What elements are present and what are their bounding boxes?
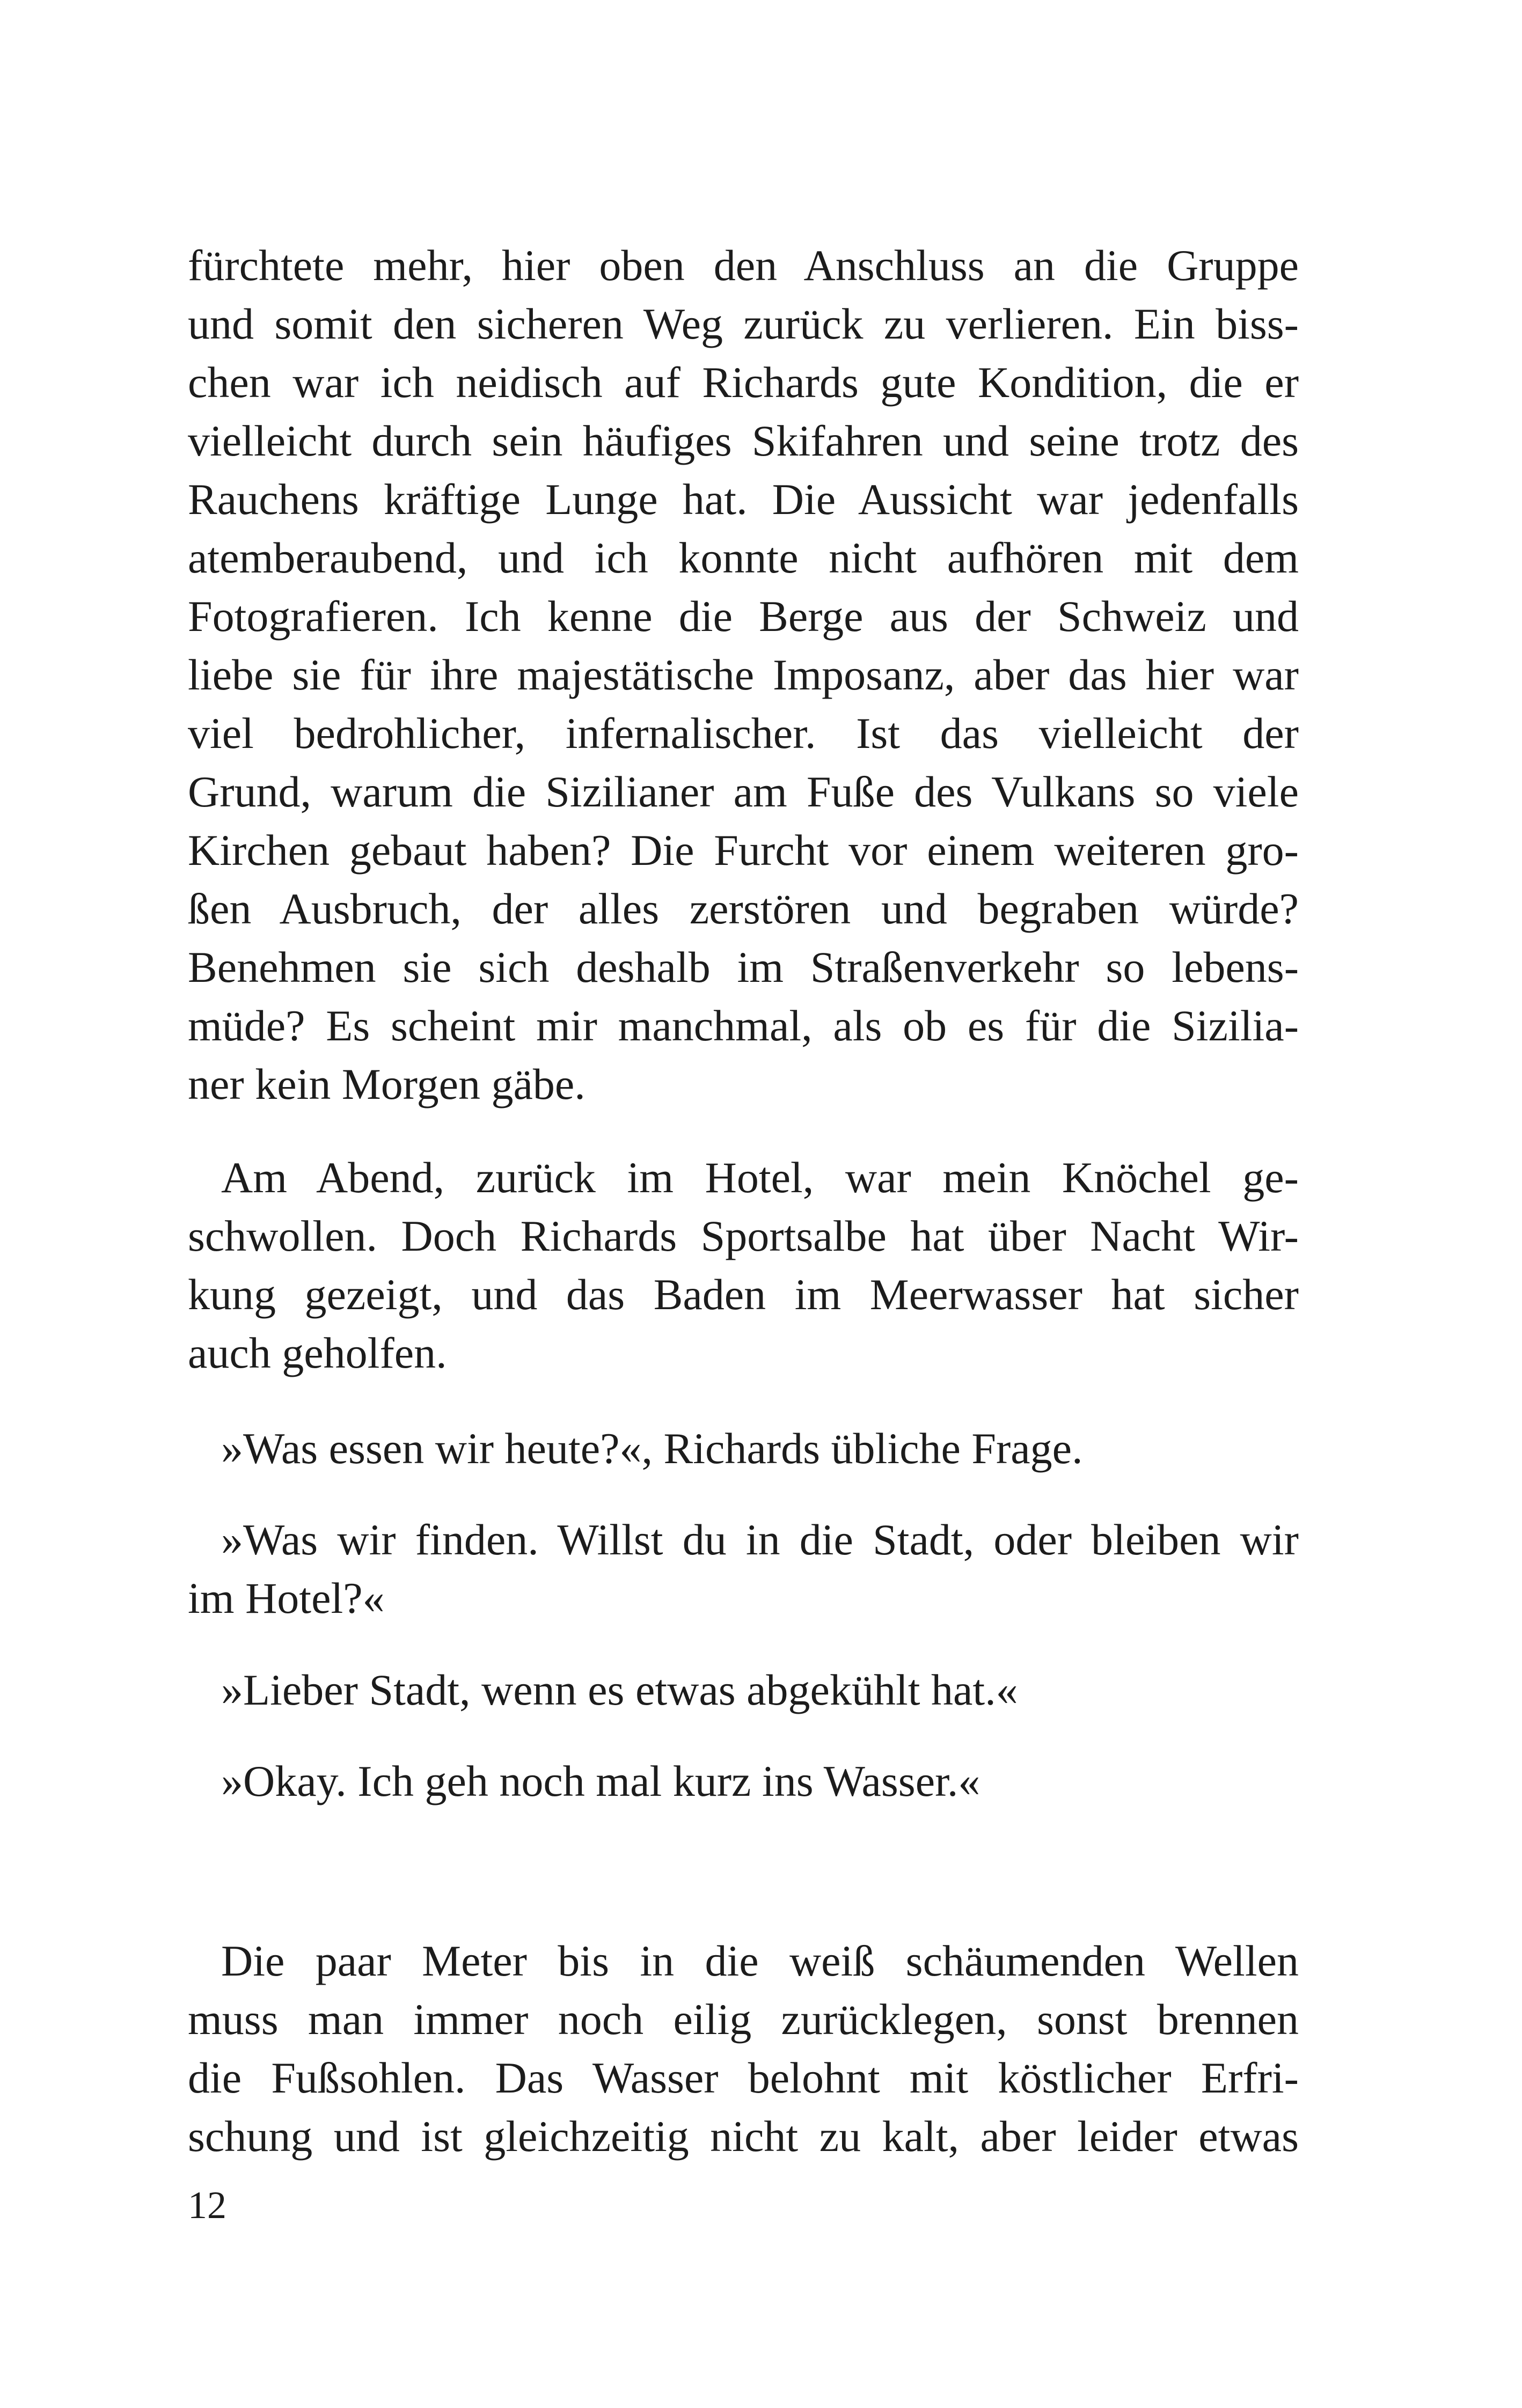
text-line: fürchtete mehr, hier oben den Anschluss an die Gruppe	[188, 241, 1299, 290]
dialogue-4	[188, 1752, 1299, 1810]
text-line: ner kein Morgen gäbe.	[188, 1060, 586, 1108]
text-line: schung und ist gleichzeitig nicht zu kalt, aber leider etwas	[188, 2112, 1299, 2161]
text-line: Rauchens kräftige Lunge hat. Die Aussicht war jedenfalls	[188, 475, 1299, 524]
text-line: Benehmen sie sich deshalb im Straßenverkehr so lebens-	[188, 943, 1299, 992]
text-line: schwollen. Doch Richards Sportsalbe hat über Nacht Wir-	[188, 1212, 1299, 1260]
text-line: »Was wir finden. Willst du in die Stadt, oder bleiben wir	[221, 1515, 1299, 1564]
text-line: muss man immer noch eilig zurücklegen, sonst brennen	[188, 1995, 1299, 2044]
text-line: »Lieber Stadt, wenn es etwas abgekühlt hat.«	[221, 1665, 1018, 1714]
dialogue-1	[188, 1419, 1299, 1478]
dialogue-3	[188, 1661, 1299, 1719]
text-line: im Hotel?«	[188, 1574, 385, 1623]
dialogue-2	[188, 1510, 1299, 1627]
text-line: »Was essen wir heute?«, Richards übliche Frage.	[221, 1424, 1083, 1473]
text-line: Die paar Meter bis in die weiß schäumenden Wellen	[221, 1936, 1299, 1985]
text-line: »Okay. Ich geh noch mal kurz ins Wasser.«	[221, 1757, 980, 1805]
text-line: Am Abend, zurück im Hotel, war mein Knöchel ge-	[221, 1153, 1299, 1202]
text-line: atemberaubend, und ich konnte nicht aufhören mit dem	[188, 533, 1299, 582]
text-line: die Fußsohlen. Das Wasser belohnt mit köstlicher Erfri-	[188, 2053, 1299, 2102]
text-line: viel bedrohlicher, infernalischer. Ist das vielleicht der	[188, 709, 1299, 758]
text-line: liebe sie für ihre majestätische Imposanz, aber das hier war	[188, 650, 1299, 699]
paragraph-3	[188, 1932, 1299, 2165]
text-line: ßen Ausbruch, der alles zerstören und begraben würde?	[188, 884, 1299, 933]
paragraph-2	[188, 1148, 1299, 1382]
text-line: Grund, warum die Sizilianer am Fuße des Vulkans so viele	[188, 767, 1299, 816]
text-line: und somit den sicheren Weg zurück zu verlieren. Ein biss-	[188, 299, 1299, 348]
text-line: auch geholfen.	[188, 1328, 447, 1377]
page-number: 12	[188, 2184, 226, 2227]
text-line: chen war ich neidisch auf Richards gute Kondition, die er	[188, 358, 1299, 407]
text-line: vielleicht durch sein häufiges Skifahren und seine trotz des	[188, 416, 1299, 465]
text-line: müde? Es scheint mir manchmal, als ob es für die Sizilia-	[188, 1001, 1299, 1050]
text-line: Fotografieren. Ich kenne die Berge aus der Schweiz und	[188, 592, 1299, 641]
paragraph-1	[188, 236, 1299, 1113]
text-line: kung gezeigt, und das Baden im Meerwasser hat sicher	[188, 1270, 1299, 1319]
text-line: Kirchen gebaut haben? Die Furcht vor einem weiteren gro-	[188, 826, 1299, 875]
